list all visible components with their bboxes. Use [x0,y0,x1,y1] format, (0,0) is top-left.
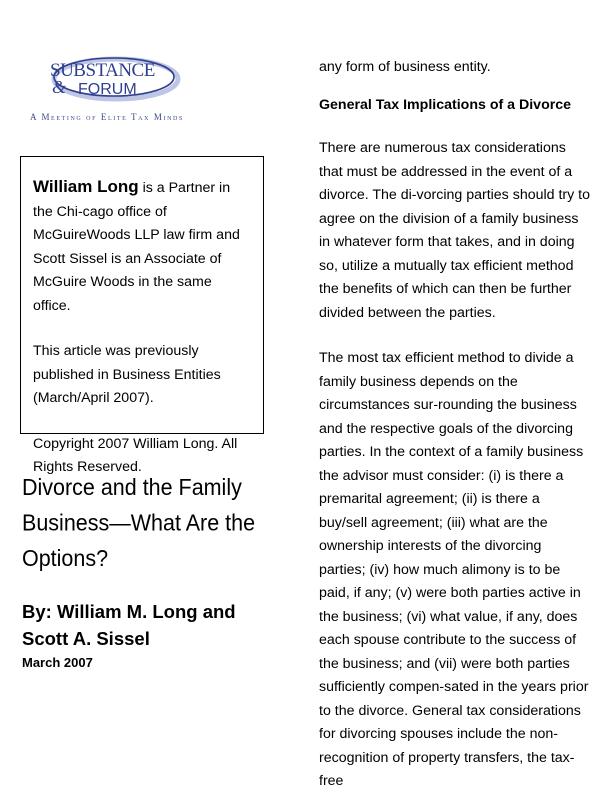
logo-ampersand: & [52,77,67,97]
article-title: Divorce and the Family Business—What Are the Options? [22,474,256,572]
author-bio-box [20,156,264,475]
logo-graphic [28,50,288,112]
logo-substance-text: SUBSTANCE [50,60,155,81]
body-paragraph-1: There are numerous tax considerations that must be addressed in the event of a divorce. The di-vorcing parties should try to agree on the division of a family business in whatever form that takes, and in doing so, utilize a mutually tax efficient method the benefits of which can then be further divided between the parties. [319,140,591,321]
byline-line2: Scott A. Sissel [22,628,150,649]
bio-text: is a Partner in the Chi-cago office of McGuireWoods LLP law firm and Scott Sissel is an Associate of McGuire Woods in the same office. [33,180,240,314]
author-name: William Long [33,177,139,196]
publication-note: This article was previously published in Business Entities (March/April 2007). [33,343,221,406]
continuation-text: any form of business entity. [319,59,491,75]
logo-forum-text: FORUM [78,81,137,98]
article-date: March 2007 [22,655,93,670]
copyright-note: Copyright 2007 William Long. All Rights Reserved. [33,435,238,475]
section-heading: General Tax Implications of a Divorce [319,96,572,113]
right-column [319,56,591,794]
byline-line1: By: William M. Long and [22,601,236,622]
bio-paragraph [33,175,251,318]
body-paragraph-2: The most tax efficient method to divide a family business depends on the circumstances sur-rounding the business and the respective goals of the divorcing parties. In the context of a family business the advisor must consider: (i) is there a premarital agreement; (ii) is there a buy/sell agreement; (iii) what are the ownership interests of the divorcing parties; (iv) how much alimony is to be paid, if any; (v) were both parties active in the business; (vi) what value, if any, does each spouse contribute to the success of the business; and (vii) were both parties sufficiently compen-sated in the years prior to the divorce. General tax considerations for divorcing spouses include the non-recognition of property transfers, the tax-free [319,350,589,789]
byline [22,598,282,672]
logo-tagline: A Meeting of Elite Tax Minds [30,112,184,122]
